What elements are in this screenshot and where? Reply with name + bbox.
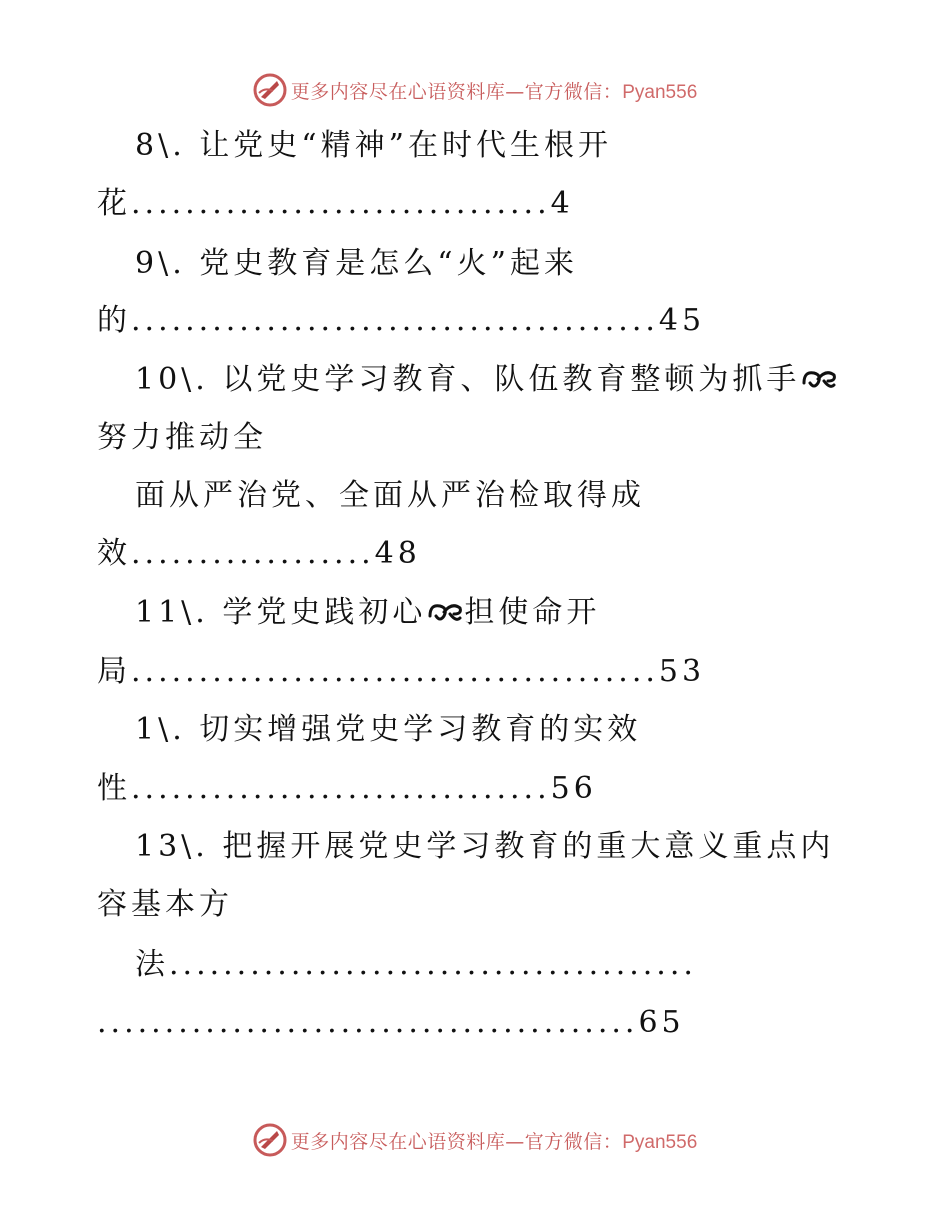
footer-banner-id: Pyan556	[622, 1131, 698, 1153]
toc-entry-11-title-a: 11\. 学党史践初心	[135, 595, 427, 630]
toc-entry-12-leader: 性...............................56	[97, 771, 597, 806]
header-banner-label: 更多内容尽在心语资料库—官方微信：	[290, 80, 623, 103]
toc-entry-10-title	[135, 358, 950, 402]
toc-entry-8-leader: 花...............................4	[97, 186, 574, 221]
toc-entry-13-leader: ........................................65	[97, 1005, 685, 1040]
toc-entry-10-leader: 效..................48	[97, 536, 421, 571]
header-banner-id: Pyan556	[622, 81, 698, 103]
toc-entry-10-title-text: 10\. 以党史学习教育、队伍教育整顿为抓手	[135, 362, 801, 397]
footer-banner-label: 更多内容尽在心语资料库—官方微信：	[290, 1130, 623, 1153]
toc-entry-10-continuation: 努力推动全	[97, 420, 267, 455]
toc-entry-10-continuation-2: 面从严治党、全面从严治检取得成	[135, 478, 645, 513]
toc-entry-13-continuation-2: 法.......................................	[135, 947, 697, 982]
swirl-ornament-icon	[800, 362, 838, 390]
footer-banner-text	[291, 1127, 698, 1154]
toc-entry-9-title: 9\. 党史教育是怎么“火”起来	[135, 246, 578, 281]
toc-entry-12-title: 1\. 切实增强党史学习教育的实效	[135, 712, 642, 747]
toc-entry-9-leader: 的.......................................45	[97, 303, 706, 338]
toc-entry-11-title-b: 担使命开	[464, 595, 601, 630]
toc-entry-13-title: 13\. 把握开展党史学习教育的重大意义重点内	[135, 829, 835, 864]
footer-banner	[0, 1122, 950, 1158]
header-banner-text	[291, 77, 698, 104]
toc-entry-8-title: 8\. 让党史“精神”在时代生根开	[135, 128, 612, 163]
quill-logo-icon	[253, 1123, 287, 1157]
toc-entry-11-title	[135, 591, 950, 635]
swirl-ornament-icon	[426, 595, 464, 623]
header-banner	[0, 72, 950, 108]
toc-entry-13-continuation: 容基本方	[97, 887, 233, 922]
quill-logo-icon	[253, 73, 287, 107]
toc-entry-11-leader: 局.......................................53	[97, 654, 706, 689]
